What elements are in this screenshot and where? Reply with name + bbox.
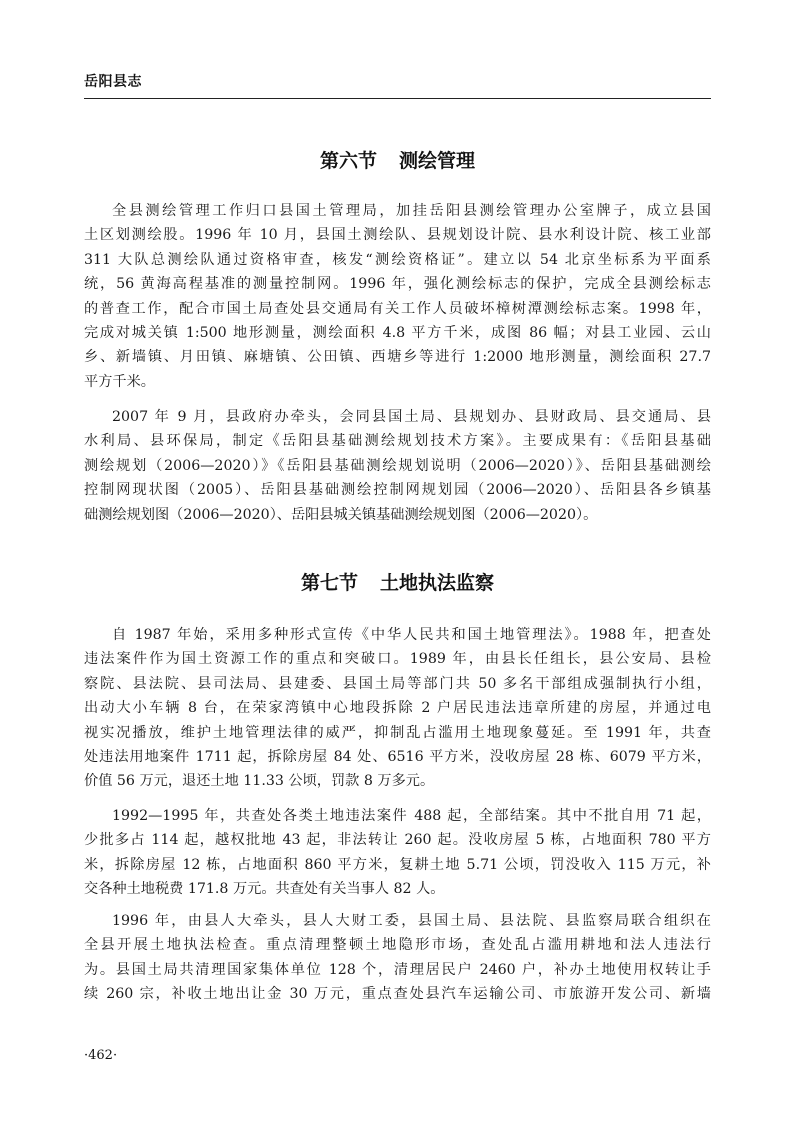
section-6-heading: [84, 146, 711, 173]
running-head: 岳阳县志: [84, 74, 142, 90]
section-7-paragraph-3: [84, 909, 711, 1007]
section-7-title: 土地执法监察: [380, 572, 495, 594]
text-line: 1996 年，由县人大牵头，县人大财工委，县国土局、县法院、县监察局联合组织在: [112, 913, 711, 929]
section-6-number: 第六节: [319, 150, 377, 172]
page-number: ·462·: [84, 1048, 118, 1063]
text-line: 完成对城关镇 1:500 地形测量，测绘面积 4.8 平方千米，成图 86 幅；对县工业园、云山: [84, 324, 711, 341]
text-line: 全县开展土地执法检查。重点清理整顿土地隐形市场，查处乱占滥用耕地和法人违法行: [84, 937, 711, 954]
text-line: 1992—1995 年，共查处各类土地违法案件 488 起，全部结案。其中不批自用 71 起，: [112, 808, 711, 824]
text-line: 自 1987 年始，采用多种形式宣传《中华人民共和国土地管理法》。1988 年，把查处: [112, 627, 711, 643]
text-line: 处违法用地案件 1711 起，拆除房屋 84 处、6516 平方米，没收房屋 28 栋、6079 平方米，: [84, 748, 711, 765]
text-line: 控制网现状图（2005）、岳阳县基础测绘控制网规划园（2006—2020）、岳阳县各乡镇基: [84, 482, 711, 499]
text-line: 土区划测绘股。1996 年 10 月，县国土测绘队、县规划设计院、县水利设计院、核工业部: [84, 227, 711, 244]
text-line: 米，拆除房屋 12 栋，占地面积 860 平方米，复耕土地 5.71 公顷，罚没收入 115 万元，补: [84, 856, 711, 873]
section-7-paragraph-1: [84, 623, 711, 794]
text-line: 察院、县法院、县司法局、县建委、县国土局等部门共 50 多名干部组成强制执行小组，: [84, 675, 711, 692]
text-line: 续 260 宗，补收土地出让金 30 万元，重点查处县汽车运输公司、市旅游开发公司、新墙: [84, 986, 711, 1003]
text-line: 测绘规划（2006—2020）》《岳阳县基础测绘规划说明（2006—2020）》、岳阳县基础测绘: [84, 457, 711, 474]
text-line: 2007 年 9 月，县政府办牵头，会同县国土局、县规划办、县财政局、县交通局、县: [112, 409, 711, 425]
text-line: 全县测绘管理工作归口县国土管理局，加挂岳阳县测绘管理办公室牌子，成立县国: [112, 203, 711, 219]
text-line: 违法案件作为国土资源工作的重点和突破口。1989 年，由县长任组长，县公安局、县检: [84, 651, 711, 668]
text-line: 出动大小车辆 8 台，在荣家湾镇中心地段拆除 2 户居民违法违章所建的房屋，并通过电: [84, 700, 711, 717]
text-line: 交各种土地税费 171.8 万元。共查处有关当事人 82 人。: [84, 881, 445, 898]
text-line: 水利局、县环保局，制定《岳阳县基础测绘规划技术方案》。主要成果有：《岳阳县基础: [84, 433, 711, 450]
text-line: 乡、新墙镇、月田镇、麻塘镇、公田镇、西塘乡等进行 1:2000 地形测量，测绘面积 27.7: [84, 349, 711, 366]
section-7-number: 第七节: [300, 572, 358, 594]
text-line: 为。县国土局共清理国家集体单位 128 个，清理居民户 2460 户，补办土地使用权转让手: [84, 961, 711, 978]
header-rule: [84, 98, 711, 99]
text-line: 视实况播放，维护土地管理法律的威严，抑制乱占滥用土地现象蔓延。至 1991 年，共查: [84, 724, 711, 741]
section-6-title: 测绘管理: [399, 150, 476, 172]
text-line: 础测绘规划图（2006—2020）、岳阳县城关镇基础测绘规划图（2006—2020）。: [84, 506, 598, 523]
section-7-paragraph-2: [84, 804, 711, 902]
text-line: 的普查工作，配合市国土局查处县交通局有关工作人员破坏樟树潭测绘标志案。1998 年，: [84, 300, 711, 317]
section-6-paragraph-2: [84, 405, 711, 527]
text-line: 统，56 黄海高程基准的测量控制网。1996 年，强化测绘标志的保护，完成全县测绘标志: [84, 276, 711, 293]
text-line: 平方千米。: [84, 373, 155, 390]
text-line: 少批多占 114 起，越权批地 43 起，非法转让 260 起。没收房屋 5 栋，占地面积 780 平方: [84, 832, 711, 849]
text-line: 311 大队总测绘队通过资格审查，核发“测绘资格证”。建立以 54 北京坐标系为平面系: [84, 251, 711, 268]
section-6-paragraph-1: [84, 199, 711, 394]
section-7-heading: [84, 568, 711, 595]
text-line: 价值 56 万元，退还土地 11.33 公顷，罚款 8 万多元。: [84, 773, 435, 790]
